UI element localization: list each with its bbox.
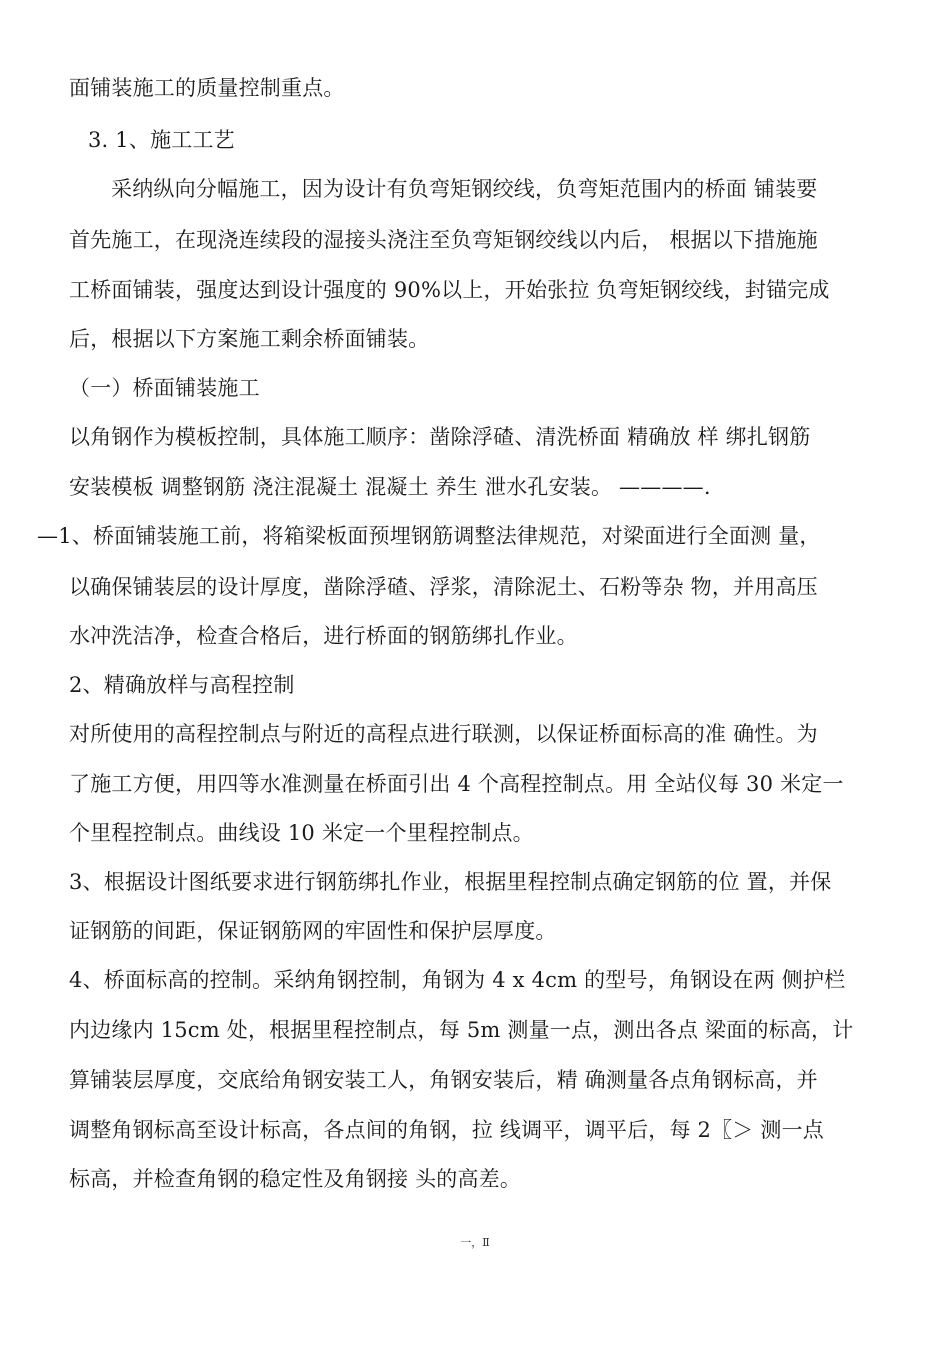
text-line: —1、桥面铺装施工前，将箱梁板面预埋钢筋调整法律规范，对梁面进行全面测 量， bbox=[37, 524, 821, 548]
text-line: 面铺装施工的质量控制重点。 bbox=[69, 76, 345, 100]
text-line: 采纳纵向分幅施工，因为设计有负弯矩钢绞线，负弯矩范围内的桥面 铺装要 bbox=[111, 177, 818, 201]
text-line: 了施工方便，用四等水准测量在桥面引出 4 个高程控制点。用 全站仪每 30 米定一 bbox=[69, 772, 844, 796]
page-footer-mark: 一，Ⅱ bbox=[460, 1236, 490, 1249]
text-line: 调整角钢标高至设计标高，各点间的角钢，拉 线调平，调平后，每 2〖＞ 测一点 bbox=[69, 1118, 824, 1142]
subsection-heading: 2、精确放样与高程控制 bbox=[69, 673, 295, 697]
text-line: 首先施工，在现浇连续段的湿接头浇注至负弯矩钢绞线以内后， 根据以下措施施 bbox=[69, 228, 818, 252]
text-line: 3、根据设计图纸要求进行钢筋绑扎作业，根据里程控制点确定钢筋的位 置，并保 bbox=[69, 870, 832, 894]
text-line: 证钢筋的间距，保证钢筋网的牢固性和保护层厚度。 bbox=[69, 919, 557, 943]
text-line: 以角钢作为模板控制，具体施工顺序：凿除浮碴、清洗桥面 精确放 样 绑扎钢筋 bbox=[69, 425, 811, 449]
text-line: 水冲洗洁净，检查合格后，进行桥面的钢筋绑扎作业。 bbox=[69, 624, 578, 648]
section-heading: 3. 1、施工工艺 bbox=[88, 128, 235, 152]
text-line: 安装模板 调整钢筋 浇注混凝土 混凝土 养生 泄水孔安装。 ————. bbox=[69, 475, 711, 499]
text-line: 标高，并检查角钢的稳定性及角钢接 头的高差。 bbox=[69, 1167, 522, 1191]
text-line: 对所使用的高程控制点与附近的高程点进行联测，以保证桥面标高的准 确性。为 bbox=[69, 722, 818, 746]
subsection-heading: （一）桥面铺装施工 bbox=[69, 376, 260, 400]
text-line: 工桥面铺装，强度达到设计强度的 90%以上，开始张拉 负弯矩钢绞线，封锚完成 bbox=[69, 278, 830, 302]
text-line: 4、桥面标高的控制。采纳角钢控制，角钢为 4 x 4cm 的型号，角钢设在两 侧护栏 bbox=[69, 968, 846, 992]
text-line: 以确保铺装层的设计厚度，凿除浮碴、浮浆，清除泥土、石粉等杂 物，并用高压 bbox=[69, 575, 818, 599]
text-line: 后，根据以下方案施工剩余桥面铺装。 bbox=[69, 327, 430, 351]
text-line: 内边缘内 15cm 处，根据里程控制点，每 5m 测量一点，测出各点 梁面的标高，计 bbox=[69, 1018, 854, 1042]
text-line: 个里程控制点。曲线设 10 米定一个里程控制点。 bbox=[69, 821, 534, 845]
text-line: 算铺装层厚度，交底给角钢安装工人，角钢安装后，精 确测量各点角钢标高，并 bbox=[69, 1068, 818, 1092]
